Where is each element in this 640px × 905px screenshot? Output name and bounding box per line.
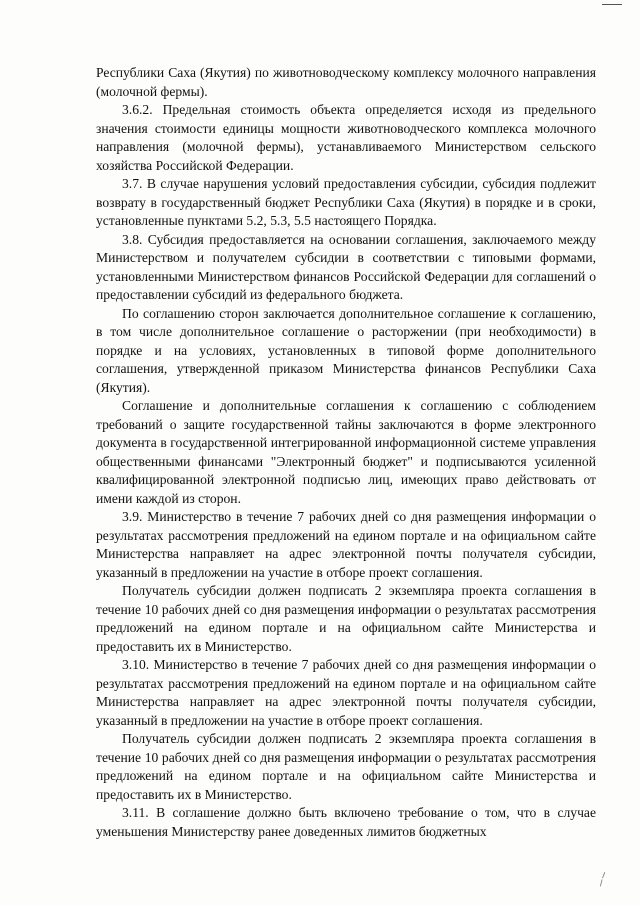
paragraph-additional-agreement: По соглашению сторон заключается дополнительное соглашение к соглашению, в том числе дополнительное соглашение о расторжении (при необходимости) в порядке и на условиях, установленных в типовой форме дополнительного соглашения, утвержденной приказом Министерства финансов Республики Саха (Якутия). [96,305,596,395]
paragraph-3-10: 3.10. Министерство в течение 7 рабочих дней со дня размещения информации о результатах рассмотрения предложений на едином портале и на официальном сайте Министерства направляет на адрес электронной почты получателя субсидии, указанный в предложении на участие в отборе проект соглашения. [96,657,596,728]
paragraph-1: Республики Саха (Якутия) по животноводческому комплексу молочного направления (молочной фермы). [96,65,596,99]
paragraph-recipient-signs-2: Получатель субсидии должен подписать 2 экземпляра проекта соглашения в течение 10 рабочих дней со дня размещения информации о результатах рассмотрения предложений на едином портале и на официальном сайте Министерства и предоставить их в Министерство. [96,731,596,802]
paragraph-electronic-budget: Соглашение и дополнительные соглашения к соглашению с соблюдением требований о защите государственной тайны заключаются в форме электронного документа в государственной интегрированной информационной системе управления общественными финансами "Электронный бюджет" и подписываются усиленной квалифицированной электронной подписью лиц, имеющих право действовать от имени каждой из сторон. [96,398,596,506]
scan-edge-mark [602,4,622,5]
paragraph-3-6-2: 3.6.2. Предельная стоимость объекта определяется исходя из предельного значения стоимости единицы мощности животноводческого комплекса молочного направления (молочной фермы), устанавливаемого Министерством сельского хозяйства Российской Федерации. [96,102,596,173]
document-body [96,64,596,841]
paragraph-recipient-signs-1: Получатель субсидии должен подписать 2 экземпляра проекта соглашения в течение 10 рабочих дней со дня размещения информации о результатах рассмотрения предложений на едином портале и на официальном сайте Министерства и предоставить их в Министерство. [96,583,596,654]
paragraph-3-9: 3.9. Министерство в течение 7 рабочих дней со дня размещения информации о результатах рассмотрения предложений на едином портале и на официальном сайте Министерства направляет на адрес электронной почты получателя субсидии, указанный в предложении на участие в отборе проект соглашения. [96,509,596,580]
paragraph-3-11: 3.11. В соглашение должно быть включено требование о том, что в случае уменьшения Министерству ранее доведенных лимитов бюджетных [96,805,596,839]
paragraph-3-7: 3.7. В случае нарушения условий предоставления субсидии, субсидия подлежит возврату в государственный бюджет Республики Саха (Якутия) в порядке и в сроки, установленные пунктами 5.2, 5.3, 5.5 настоящего Порядка. [96,176,596,228]
handwritten-mark [593,869,612,888]
paragraph-3-8: 3.8. Субсидия предоставляется на основании соглашения, заключаемого между Министерством и получателем субсидии в соответствии с типовыми формами, установленными Министерством финансов Российской Федерации для соглашений о предоставлении субсидий из федерального бюджета. [96,231,596,302]
